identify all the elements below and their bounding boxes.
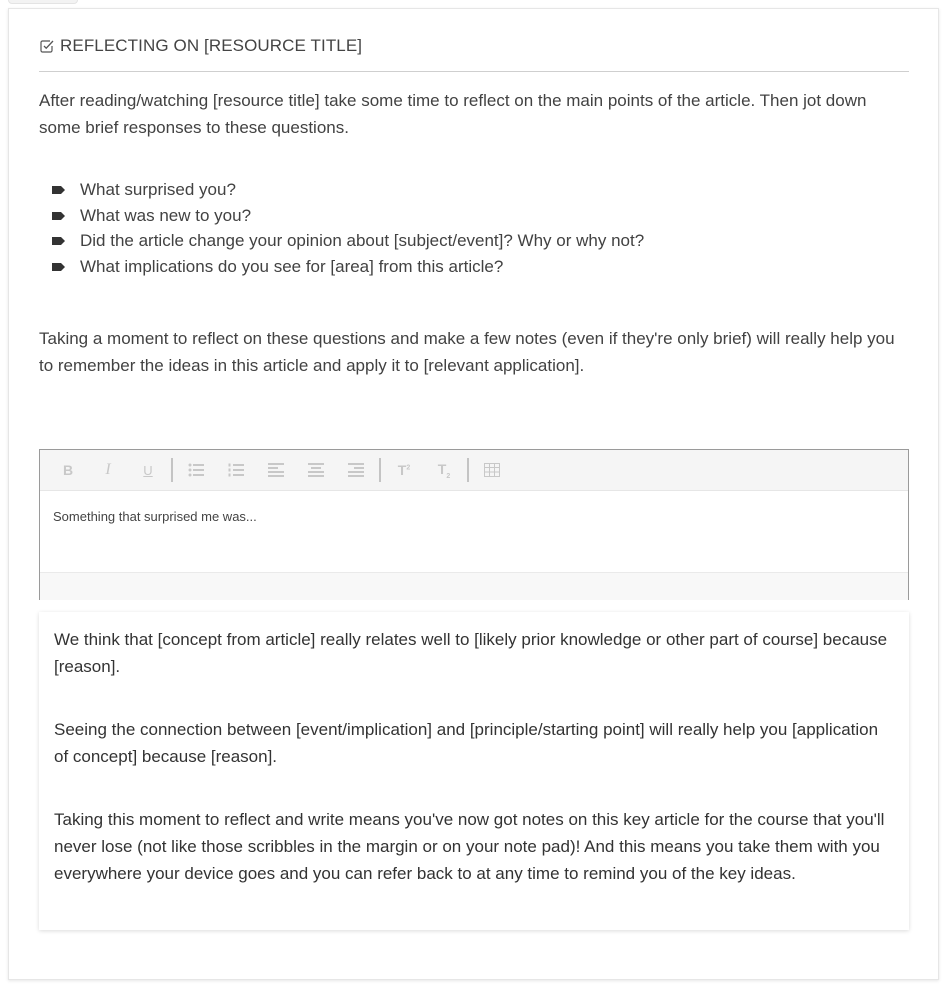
editor-statusbar [40, 572, 908, 600]
numbered-list-icon [228, 463, 244, 477]
italic-icon: I [105, 461, 111, 478]
underline-button[interactable] [128, 457, 168, 483]
bold-icon: B [62, 462, 74, 478]
feedback-panel [39, 612, 909, 930]
tag-bullet-icon [52, 212, 65, 220]
feedback-paragraph: Seeing the connection between [event/implication] and [principle/starting point] will really help you [application of concept] because [reason]. [54, 720, 879, 766]
align-center-icon [308, 463, 324, 477]
title-divider [39, 71, 909, 72]
reflection-card [8, 8, 939, 980]
underline-icon: U [143, 462, 153, 478]
question-list [52, 177, 644, 280]
bold-button[interactable] [48, 457, 88, 483]
rich-text-editor [39, 449, 909, 600]
bullet-list-icon [188, 463, 204, 477]
editor-toolbar [40, 450, 908, 491]
feedback-paragraph: We think that [concept from article] really relates well to [likely prior knowledge or other part of course] because [reason]. [54, 630, 888, 676]
question-text: Did the article change your opinion about [subject/event]? Why or why not? [80, 231, 645, 251]
question-text: What surprised you? [80, 179, 236, 199]
subscript-icon: $T_2$ [437, 460, 451, 480]
superscript-icon: $T^2$ [397, 462, 411, 478]
tag-bullet-icon [52, 263, 65, 271]
intro-paragraph: After reading/watching [resource title] take some time to reflect on the main points of the article. Then jot down some brief responses to these questions. [39, 91, 867, 137]
table-button[interactable] [472, 457, 512, 483]
toolbar-separator [379, 458, 381, 482]
toolbar-separator [171, 458, 173, 482]
table-icon [484, 463, 500, 477]
tag-bullet-icon [52, 186, 65, 194]
numbered-list-button[interactable] [216, 457, 256, 483]
feedback-paragraph: Taking this moment to reflect and write means you've now got notes on this key article for the course that you'll never lose (not like those scribbles in the margin or on your note pad)! And this means you take them with you everywhere your device goes and you can refer back to at any time to remind you of the key ideas. [54, 810, 885, 883]
section-header [39, 35, 362, 57]
response-textarea[interactable]: Something that surprised me was... [53, 509, 257, 524]
align-left-icon [268, 463, 284, 477]
align-right-button[interactable] [336, 457, 376, 483]
question-text: What implications do you see for [area] from this article? [80, 256, 504, 276]
list-item [52, 254, 644, 280]
align-right-icon [348, 463, 364, 477]
list-item [52, 177, 644, 203]
section-title: REFLECTING ON [RESOURCE TITLE] [60, 36, 363, 55]
top-tab-stub [8, 0, 78, 4]
italic-button[interactable] [88, 457, 128, 483]
bullet-list-button[interactable] [176, 457, 216, 483]
superscript-button[interactable] [384, 457, 424, 483]
list-item [52, 203, 644, 229]
align-left-button[interactable] [256, 457, 296, 483]
checkbox-edit-icon [39, 38, 55, 54]
subscript-button[interactable] [424, 457, 464, 483]
list-item [52, 228, 644, 254]
question-text: What was new to you? [80, 205, 252, 225]
tag-bullet-icon [52, 237, 65, 245]
align-center-button[interactable] [296, 457, 336, 483]
toolbar-separator [467, 458, 469, 482]
outro-paragraph: Taking a moment to reflect on these questions and make a few notes (even if they're only brief) will really help you to remember the ideas in this article and apply it to [relevant application]. [39, 329, 895, 375]
